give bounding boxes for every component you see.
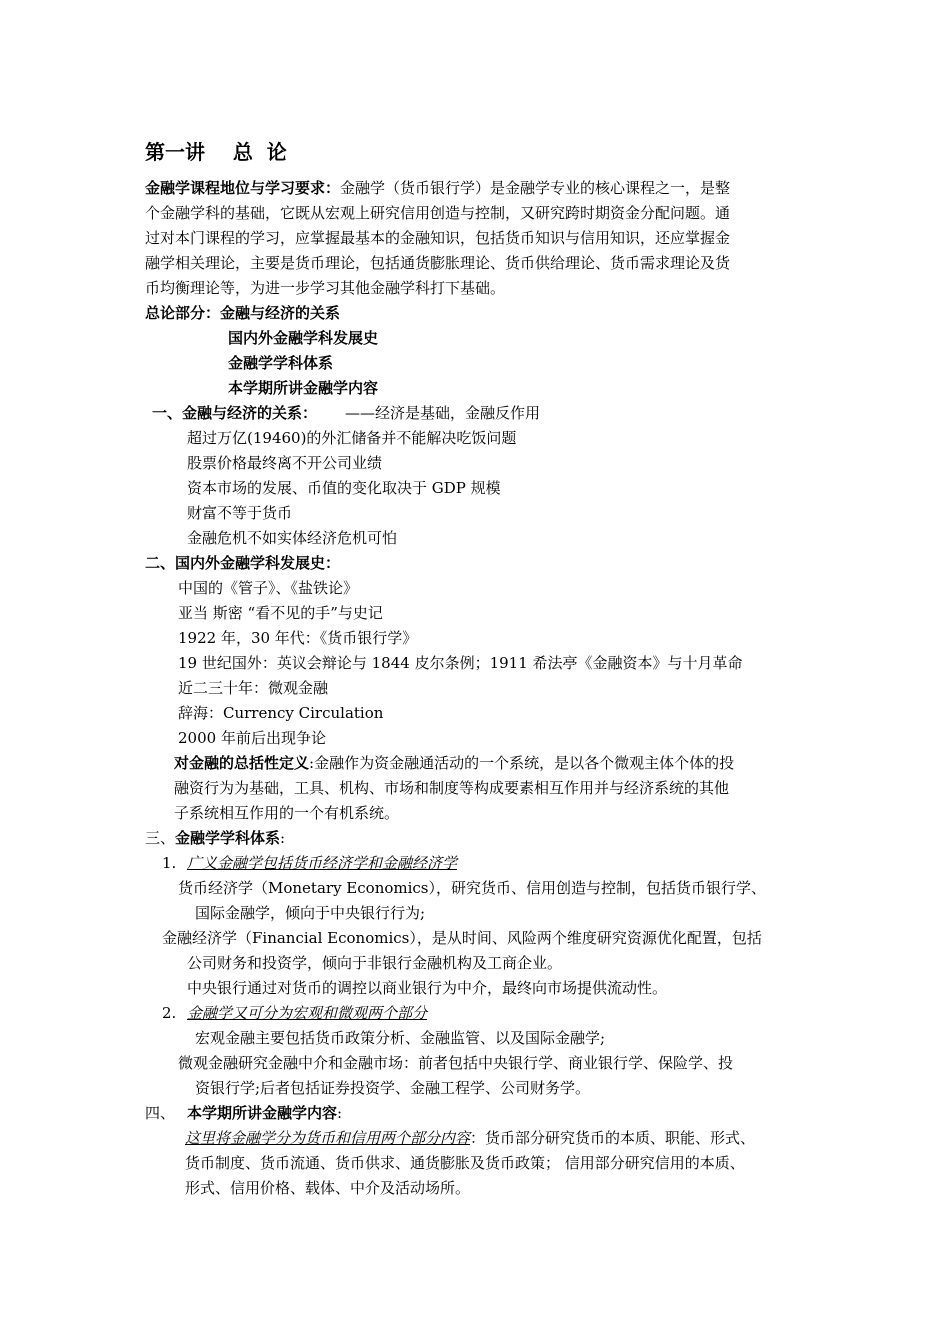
section4-text: ：货币部分研究货币的本质、职能、形式、 [470,1129,756,1147]
definition-text: 子系统相互作用的一个有机系统。 [174,804,400,822]
section2-point: 亚当 斯密 “看不见的手”与史记 [178,604,383,622]
section3-item1-line: 货币经济学（Monetary Economics），研究货币、信用创造与控制，包括货币银行学、 [178,879,767,897]
section1-point: 财富不等于货币 [187,504,293,522]
section3-item2-line: 宏观金融主要包括货币政策分析、金融监管、以及国际金融学; [195,1029,606,1047]
section3-item1-title: 广义金融学包括货币经济学和金融经济学 [187,854,458,872]
section1-header [152,401,317,426]
section2-point: 1922 年，30 年代：《货币银行学》 [178,629,418,647]
intro-heading: 金融学课程地位与学习要求： [145,179,341,197]
section2-point: 2000 年前后出现争论 [178,729,326,747]
section1-point: 金融危机不如实体经济危机可怕 [187,529,398,547]
section4-first-line [185,1126,755,1151]
section3-item1-line: 中央银行通过对货币的调控以商业银行为中介，最终向市场提供流动性。 [187,979,668,997]
intro-text-line: 币均衡理论等，为进一步学习其他金融学科打下基础。 [145,279,506,297]
intro-text-line: 过对本门课程的学习，应掌握最基本的金融知识，包括货币知识与信用知识，还应掌握金 [145,229,731,247]
section3-item2-line: 资银行学;后者包括证券投资学、金融工程学、公司财务学。 [195,1079,591,1097]
definition-label: 对金融的总括性定义 [174,754,310,772]
section3-item2-number: 2. [162,1004,177,1022]
section4-prefix: 四、 [145,1104,176,1122]
section3-item1-line: 国际金融学，倾向于中央银行行为; [195,904,426,922]
outline-item: 金融与经济的关系 [220,304,341,322]
section1-point: 股票价格最终离不开公司业绩 [187,454,383,472]
section3-item2-title: 金融学又可分为宏观和微观两个部分 [187,1004,428,1022]
outline-item: 本学期所讲金融学内容 [228,379,379,397]
section4-heading: 本学期所讲金融学内容 [187,1104,338,1122]
section2-point: 近二三十年：微观金融 [178,679,329,697]
section4-lead: 这里将金融学分为货币和信用两个部分内容 [185,1129,471,1147]
section3-prefix: 三、 [145,829,176,847]
section3-item1-line: 金融经济学（Financial Economics），是从时间、风险两个维度研究资源优化配置，包括 [162,929,762,947]
section3-header [145,826,285,851]
outline-item: 金融学学科体系 [228,354,334,372]
section4-header [187,1101,342,1126]
intro-first-line [145,176,730,201]
outline-item: 国内外金融学科发展史 [228,329,379,347]
section3-item1-line: 公司财务和投资学，倾向于非银行金融机构及工商企业。 [187,954,563,972]
definition-first-line [174,751,734,776]
section4-text: 货币制度、货币流通、货币供求、通货膨胀及货币政策； 信用部分研究信用的本质、 [185,1154,745,1172]
section2-heading: 二、国内外金融学科发展史： [145,554,341,572]
section1-point: 资本市场的发展、币值的变化取决于 GDP 规模 [187,479,501,497]
section2-point: 中国的《管子》、《盐铁论》 [178,579,359,597]
outline-label: 总论部分： [145,304,221,322]
intro-text-line: 个金融学科的基础，它既从宏观上研究信用创造与控制，又研究跨时期资金分配问题。通 [145,204,731,222]
intro-text-line: 金融学（货币银行学）是金融学专业的核心课程之一，是整 [340,179,731,197]
section4-colon: : [337,1104,343,1122]
section1-heading: 一、金融与经济的关系： [152,404,318,422]
outline-first-line [145,301,340,326]
section1-subtitle: ——经济是基础，金融反作用 [345,404,541,422]
section4-text: 形式、信用价格、载体、中介及活动场所。 [185,1179,471,1197]
definition-text: 融资行为为基础，工具、机构、市场和制度等构成要素相互作用并与经济系统的其他 [174,779,730,797]
intro-text-line: 融学相关理论，主要是货币理论，包括通货膨胀理论、货币供给理论、货币需求理论及货 [145,254,731,272]
section3-colon: : [280,829,286,847]
section3-item2-line: 微观金融研究金融中介和金融市场：前者包括中央银行学、商业银行学、保险学、投 [178,1054,734,1072]
section1-point: 超过万亿(19460)的外汇储备并不能解决吃饭问题 [187,429,517,447]
definition-text: :金融作为资金融通活动的一个系统，是以各个微观主体个体的投 [309,754,735,772]
section3-heading: 金融学学科体系 [175,829,281,847]
section2-point: 辞海：Currency Circulation [178,704,384,722]
section2-point: 19 世纪国外：英议会辩论与 1844 皮尔条例；1911 希法亭《金融资本》与十月革命 [178,654,743,672]
page-title: 第一讲 总 论 [145,140,287,164]
section3-item1-number: 1. [162,854,177,872]
